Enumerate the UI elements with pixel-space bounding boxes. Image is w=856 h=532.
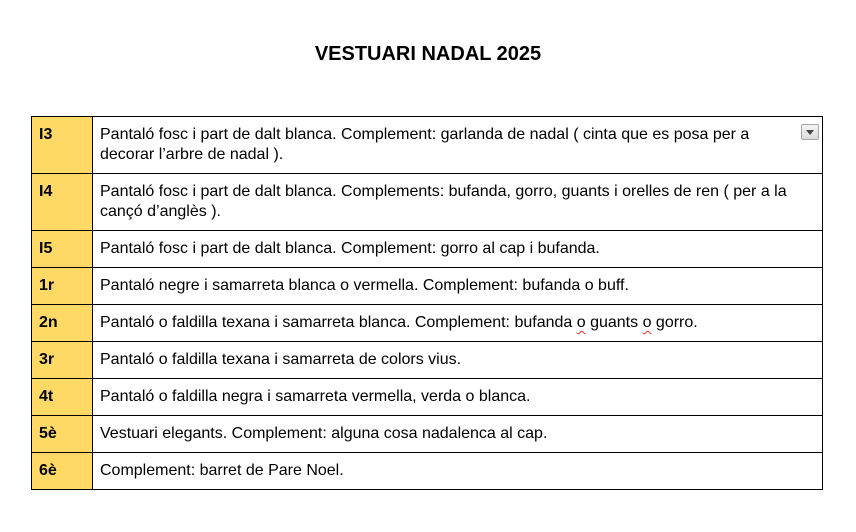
description-cell[interactable] (93, 174, 823, 231)
description-text: Vestuari elegants. Complement: alguna cosa nadalenca al cap. (100, 425, 548, 442)
description-cell[interactable] (93, 342, 823, 379)
description-text: Pantaló fosc i part de dalt blanca. Complement: gorro al cap i bufanda. (100, 240, 600, 257)
table-row (32, 453, 823, 490)
description-text-part: gorro. (651, 314, 698, 331)
description-cell[interactable] (93, 231, 823, 268)
description-cell[interactable] (93, 117, 823, 174)
costume-table (31, 116, 823, 490)
table-row (32, 379, 823, 416)
document-title: VESTUARI NADAL 2025 (314, 43, 542, 65)
description-text: Pantaló negre i samarreta blanca o vermella. Complement: bufanda o buff. (100, 277, 629, 294)
description-cell[interactable] (93, 416, 823, 453)
grade-cell[interactable]: 3r (32, 342, 93, 379)
description-text: Pantaló o faldilla texana i samarreta de colors vius. (100, 351, 462, 368)
description-cell[interactable] (93, 453, 823, 490)
grade-cell[interactable]: 4t (32, 379, 93, 416)
grade-cell[interactable]: 1r (32, 268, 93, 305)
table-row (32, 342, 823, 379)
grade-cell[interactable]: I5 (32, 231, 93, 268)
description-cell[interactable] (93, 268, 823, 305)
grade-cell[interactable]: 2n (32, 305, 93, 342)
table-row (32, 117, 823, 174)
description-cell[interactable] (93, 305, 823, 342)
table-row (32, 174, 823, 231)
table-row (32, 305, 823, 342)
table-row (32, 416, 823, 453)
grade-cell[interactable]: I4 (32, 174, 93, 231)
spellcheck-word[interactable]: o (576, 314, 586, 331)
dropdown-arrow-icon[interactable] (801, 124, 819, 140)
grade-cell[interactable]: I3 (32, 117, 93, 174)
description-text: Complement: barret de Pare Noel. (100, 462, 344, 479)
description-text: Pantaló fosc i part de dalt blanca. Complement: garlanda de nadal ( cinta que es posa per a decorar l’arbre de nadal ). (100, 126, 750, 163)
description-text: Pantaló o faldilla negra i samarreta vermella, verda o blanca. (100, 388, 531, 405)
description-text-part: Pantaló o faldilla texana i samarreta blanca. Complement: bufanda (100, 314, 577, 331)
description-text-part: guants (585, 314, 643, 331)
grade-cell[interactable]: 5è (32, 416, 93, 453)
table-row (32, 268, 823, 305)
description-cell[interactable] (93, 379, 823, 416)
table-row (32, 231, 823, 268)
grade-cell[interactable]: 6è (32, 453, 93, 490)
spellcheck-word[interactable]: o (642, 314, 652, 331)
description-text: Pantaló fosc i part de dalt blanca. Complements: bufanda, gorro, guants i orelles de ren ( per a la cançó d’anglès ). (100, 183, 787, 220)
